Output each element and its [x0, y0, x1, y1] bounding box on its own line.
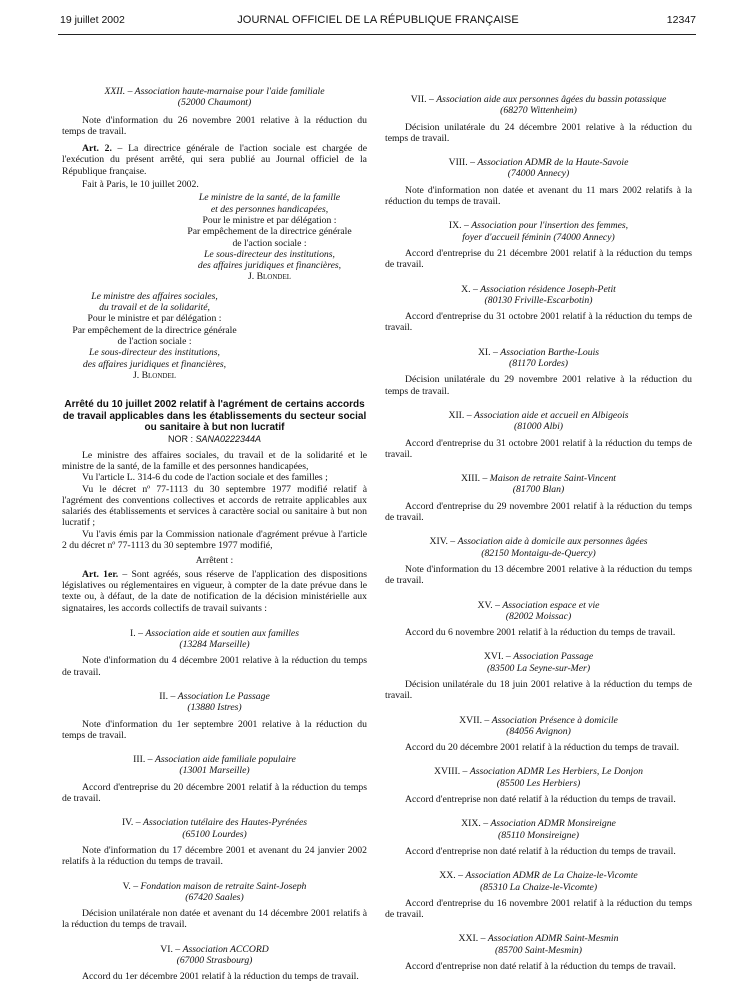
- item-place: (84056 Avignon): [506, 725, 571, 737]
- item-number: IX. –: [448, 220, 472, 232]
- nor-line: [62, 434, 367, 445]
- item-heading: [385, 651, 692, 662]
- item-text: Accord d'entreprise du 31 octobre 2001 relatif à la réduction du temps de travail.: [385, 311, 692, 334]
- page-header: [60, 14, 696, 32]
- article-2: [62, 143, 367, 177]
- article-1-label: Art. 1er.: [82, 568, 119, 580]
- item-heading: [385, 715, 692, 726]
- item-heading: [385, 157, 692, 168]
- preamble-line: Le ministre des affaires sociales, du travail et de la solidarité et le ministre de la santé, de la famille et des personnes handicapées,: [62, 449, 367, 472]
- arretent-line: Arrêtent :: [195, 555, 234, 567]
- item-text: Décision unilatérale du 24 décembre 2001 relative à la réduction du temps de travail.: [385, 121, 692, 144]
- item-heading: [62, 628, 367, 639]
- left-items: [62, 628, 367, 983]
- item-number: I. –: [130, 627, 146, 639]
- preamble-line: Vu le décret nº 77-1113 du 30 septembre 1977 modifié relatif à l'agrément des conventions collectives et accords de retraite applicables aux salariés des établissements et services à caractère social ou sanitaire à but non lucratif ;: [62, 483, 367, 529]
- nor-label: NOR :: [167, 434, 196, 445]
- list-item: [62, 628, 367, 678]
- item-name: Association ADMR Saint-Mesmin: [487, 933, 619, 945]
- item-name: Association tutélaire des Hautes-Pyrénées: [143, 817, 308, 829]
- item-name: Association pour l'insertion des femmes,: [471, 220, 629, 232]
- item-name: Association aide familiale populaire: [154, 754, 296, 766]
- list-item: [385, 473, 692, 523]
- item-name: Association aide à domicile aux personnes âgées: [457, 536, 648, 548]
- item-heading: [62, 691, 367, 702]
- preamble-line: Vu l'avis émis par la Commission nationale d'agrément prévue à l'article 2 du décret nº 77-1113 du 30 septembre 1977 modifié,: [62, 528, 367, 552]
- item-number: V. –: [122, 880, 141, 892]
- item-heading: [385, 220, 692, 231]
- item-number: XII. –: [448, 409, 475, 421]
- item-name: Maison de retraite Saint-Vincent: [489, 473, 616, 485]
- item-name: Association ADMR Monsireigne: [490, 818, 616, 830]
- item-place: (81000 Albi): [513, 421, 564, 433]
- item-place: (13001 Marseille): [179, 765, 250, 777]
- journal-title: JOURNAL OFFICIEL DE LA RÉPUBLIQUE FRANÇAISE: [237, 14, 519, 26]
- item-heading: [62, 944, 367, 955]
- item-heading: [385, 536, 692, 547]
- item-heading: [385, 933, 692, 944]
- issue-date: 19 juillet 2002: [60, 14, 125, 26]
- item-name: Association aide et soutien aux familles: [145, 627, 299, 639]
- list-item: [385, 284, 692, 334]
- sig1-line: des affaires juridiques et financières,: [197, 260, 342, 272]
- item-number: XIII. –: [461, 473, 490, 485]
- right-items: [385, 94, 692, 972]
- item-text: Décision unilatérale du 29 novembre 2001 relative à la réduction du temps de travail.: [385, 374, 692, 397]
- item-heading: [385, 473, 692, 484]
- item-name: Association aide aux personnes âgées du bassin potassique: [436, 94, 667, 105]
- sig2-signatory: J. Blondel: [132, 369, 177, 381]
- list-item: [385, 536, 692, 586]
- item-name: Association Présence à domicile: [491, 714, 618, 726]
- item-place: (81170 Lordes): [509, 358, 568, 370]
- sig2-line: du travail et de la solidarité,: [99, 302, 210, 314]
- item-text: Note d'information du 13 décembre 2001 relative à la réduction du temps de travail.: [385, 563, 692, 587]
- item-text: Accord d'entreprise non daté relatif à la réduction du temps de travail.: [405, 845, 676, 857]
- list-item: [385, 766, 692, 805]
- item-text: Accord d'entreprise non daté relatif à la réduction du temps de travail.: [405, 794, 676, 806]
- item-heading: [385, 870, 692, 881]
- item-name: Association ACCORD: [182, 943, 269, 955]
- sig1-line: Le ministre de la santé, de la famille: [198, 192, 341, 204]
- item-place: foyer d'accueil féminin (74000 Annecy): [462, 231, 615, 243]
- sig2-line: des affaires juridiques et financières,: [82, 358, 227, 370]
- item-text: Décision unilatérale du 18 juin 2001 relative à la réduction du temps de travail.: [385, 678, 692, 702]
- item-number: II. –: [159, 690, 178, 702]
- item-heading: [62, 754, 367, 765]
- item-place: (81700 Blan): [512, 484, 565, 496]
- sig2-line: Pour le ministre et par délégation :: [87, 313, 222, 325]
- item-number: XVII. –: [459, 714, 492, 726]
- right-column: [385, 94, 692, 985]
- item-number: XVI. –: [483, 651, 514, 663]
- list-item: [385, 870, 692, 920]
- item-number: XXI. –: [458, 933, 488, 945]
- page-number: 12347: [666, 14, 696, 26]
- list-item: [62, 691, 367, 741]
- item-name: Association ADMR de La Chaize-le-Vicomte: [465, 870, 638, 882]
- item-name: Association résidence Joseph-Petit: [480, 283, 616, 295]
- item-heading: [62, 817, 367, 828]
- item-text: Note d'information du 26 novembre 2001 relative à la réduction du temps de travail.: [62, 114, 367, 137]
- item-place: (85310 La Chaize-le-Vicomte): [479, 881, 598, 893]
- item-heading: [385, 284, 692, 295]
- sig1-line: de l'action sociale :: [232, 237, 307, 249]
- item-place: (13880 Istres): [187, 702, 242, 714]
- sig2-line: de l'action sociale :: [117, 335, 192, 347]
- item-number: XIX. –: [461, 818, 491, 830]
- item-heading: XXII. – Association haute-marnaise pour l'aide familiale: [104, 86, 325, 97]
- list-item: [385, 933, 692, 972]
- item-text: Accord d'entreprise du 20 décembre 2001 relatif à la réduction du temps de travail.: [62, 781, 367, 805]
- item-number: XV. –: [477, 599, 503, 611]
- item-number: VII. –: [410, 94, 437, 105]
- item-place: (85110 Monsireigne): [498, 829, 579, 841]
- arrete-title: Arrêté du 10 juillet 2002 relatif à l'agrément de certains accords de travail applicables dans les établissements du secteur social ou sanitaire à but non lucratif: [62, 399, 367, 433]
- item-place: (65100 Lourdes): [182, 828, 247, 840]
- item-heading: [385, 347, 692, 358]
- item-name: Association Passage: [513, 651, 594, 663]
- list-item: [62, 817, 367, 867]
- signature-block-1: [172, 192, 367, 282]
- item-place: (68270 Wittenheim): [500, 105, 577, 117]
- item-place: (67420 Saales): [185, 891, 244, 903]
- list-item: [62, 881, 367, 931]
- list-item: [385, 157, 692, 207]
- item-place: (74000 Annecy): [507, 168, 570, 180]
- item-number: XVIII. –: [434, 766, 470, 778]
- item-name: Association Le Passage: [177, 690, 270, 702]
- item-text: Accord du 20 décembre 2001 relatif à la réduction du temps de travail.: [405, 742, 680, 754]
- left-column: [62, 86, 367, 996]
- item-number: XX. –: [439, 870, 466, 882]
- item-name: Association ADMR Les Herbiers, Le Donjon: [469, 766, 643, 778]
- item-text: Accord d'entreprise non daté relatif à la réduction du temps de travail.: [405, 961, 676, 973]
- nor-code: SANA0222344A: [195, 434, 262, 445]
- item-number: III. –: [133, 754, 155, 766]
- sig1-line: Par empêchement de la directrice générale: [187, 226, 352, 238]
- article-2-label: Art. 2.: [82, 143, 112, 155]
- item-heading: [62, 881, 367, 892]
- list-item: [62, 754, 367, 804]
- item-number: IV. –: [121, 817, 144, 829]
- sig1-line: Pour le ministre et par délégation :: [202, 214, 337, 226]
- item-heading: [385, 766, 692, 777]
- item-text: Accord d'entreprise du 16 novembre 2001 relatif à la réduction du temps de travail.: [385, 897, 692, 921]
- sig1-signatory: J. Blondel: [247, 271, 292, 283]
- item-name: Association espace et vie: [502, 599, 600, 611]
- item-name: Association ADMR de la Haute-Savoie: [477, 157, 629, 169]
- item-place: (13284 Marseille): [179, 639, 250, 651]
- fait-line: Fait à Paris, le 10 juillet 2002.: [82, 179, 199, 191]
- item-text: Accord du 1er décembre 2001 relatif à la réduction du temps de travail.: [82, 971, 359, 983]
- list-item: [385, 410, 692, 460]
- item-name: Fondation maison de retraite Saint-Joseph: [140, 880, 307, 892]
- signature-block-2: [62, 291, 247, 381]
- list-item: [385, 651, 692, 701]
- list-item: [385, 600, 692, 639]
- list-item: [385, 220, 692, 270]
- item-place: (80130 Friville-Escarbotin): [484, 294, 593, 306]
- sig1-line: Le sous-directeur des institutions,: [204, 248, 335, 260]
- item-text: Accord d'entreprise du 29 novembre 2001 relatif à la réduction du temps de travail.: [385, 500, 692, 524]
- item-text: Note d'information du 4 décembre 2001 relative à la réduction du temps de travail.: [62, 655, 367, 678]
- article-2-text: – La directrice générale de l'action sociale est chargée de l'exécution du présent arrêté, qui sera publié au Journal officiel de la République française.: [62, 143, 367, 177]
- item-name: Association aide et accueil en Albigeois: [474, 409, 629, 421]
- item-heading: [385, 410, 692, 421]
- item-place: (67000 Strasbourg): [176, 955, 253, 967]
- item-text: Note d'information non datée et avenant du 11 mars 2002 relatifs à la réduction du temps de travail.: [385, 184, 692, 208]
- article-1-text: – Sont agréés, sous réserve de l'application des dispositions législatives ou réglementaires en vigueur, à compter de la date prévue dans le texte ou, à défaut, de la date de notification de la décision ministérielle aux signataires, les accords collectifs de travail suivants :: [62, 568, 368, 614]
- item-number: XIV. –: [429, 536, 458, 548]
- item-name: Association Barthe-Louis: [500, 346, 600, 358]
- item-place: (82150 Montaigu-de-Quercy): [481, 547, 596, 559]
- item-xxii: [62, 86, 367, 137]
- item-number: XI. –: [477, 346, 501, 358]
- item-number: X. –: [461, 283, 481, 295]
- list-item: [385, 94, 692, 144]
- item-number: VI. –: [160, 943, 183, 955]
- item-place: (85700 Saint-Mesmin): [495, 944, 582, 956]
- sig2-line: Le sous-directeur des institutions,: [89, 347, 220, 359]
- list-item: [62, 944, 367, 983]
- item-text: Décision unilatérale non datée et avenant du 14 décembre 2001 relatifs à la réduction du temps de travail.: [62, 908, 367, 931]
- item-heading: [385, 600, 692, 611]
- list-item: [385, 715, 692, 754]
- item-text: Note d'information du 17 décembre 2001 et avenant du 24 janvier 2002 relatifs à la réduction du temps de travail.: [62, 844, 367, 868]
- item-place: (83500 La Seyne-sur-Mer): [486, 662, 591, 674]
- item-heading: [385, 94, 692, 105]
- item-text: Accord du 6 novembre 2001 relatif à la réduction du temps de travail.: [405, 627, 676, 639]
- header-rule: [58, 34, 696, 35]
- list-item: [385, 818, 692, 857]
- item-heading: [385, 818, 692, 829]
- preamble-line: Vu l'article L. 314-6 du code de l'action sociale et des familles ;: [82, 472, 328, 484]
- list-item: [385, 347, 692, 397]
- item-place: (52000 Chaumont): [177, 97, 252, 109]
- sig1-line: et des personnes handicapées,: [210, 203, 329, 215]
- item-place: (85500 Les Herbiers): [496, 777, 581, 789]
- item-text: Note d'information du 1er septembre 2001 relative à la réduction du temps de travail.: [62, 718, 367, 741]
- item-text: Accord d'entreprise du 21 décembre 2001 relatif à la réduction du temps de travail.: [385, 247, 692, 271]
- item-number: VIII. –: [448, 157, 478, 169]
- sig2-line: Par empêchement de la directrice générale: [72, 324, 237, 336]
- sig2-line: Le ministre des affaires sociales,: [91, 290, 218, 302]
- item-text: Accord d'entreprise du 31 octobre 2001 relatif à la réduction du temps de travail.: [385, 437, 692, 460]
- item-place: (82002 Moissac): [505, 610, 572, 622]
- article-1: [62, 569, 367, 614]
